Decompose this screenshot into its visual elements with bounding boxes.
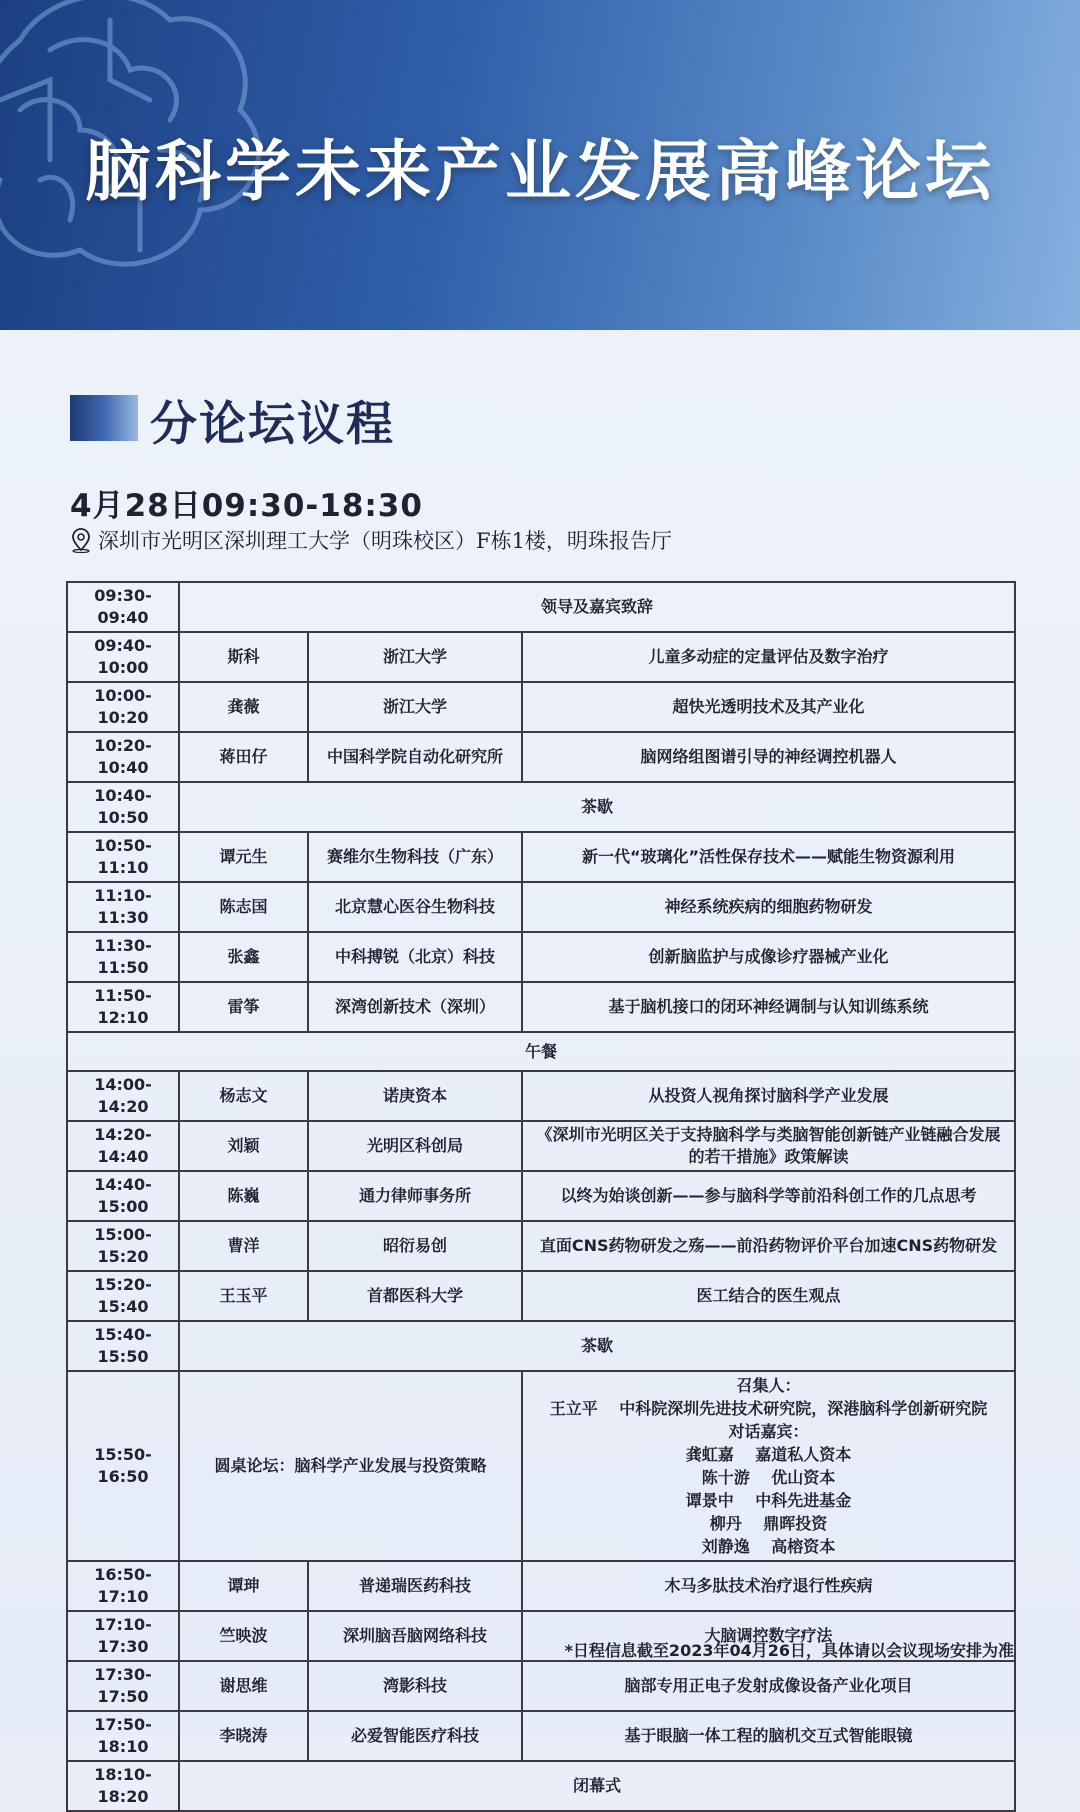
time-cell: 15:40-15:50 (67, 1321, 179, 1371)
topic-cell: 儿童多动症的定量评估及数字治疗 (522, 632, 1015, 682)
speaker-cell: 谭珅 (179, 1561, 308, 1611)
section-accent-bar (70, 395, 138, 441)
time-cell: 14:40-15:00 (67, 1171, 179, 1221)
roundtable-line: 陈十游 优山资本 (701, 1468, 836, 1487)
session-title-cell: 领导及嘉宾致辞 (179, 582, 1015, 632)
organization-cell: 湾影科技 (308, 1661, 522, 1711)
agenda-row (67, 1321, 1015, 1371)
roundtable-line: 柳丹 鼎晖投资 (709, 1514, 828, 1533)
speaker-cell: 曹洋 (179, 1221, 308, 1271)
time-cell: 11:10-11:30 (67, 882, 179, 932)
topic-cell: 以终为始谈创新——参与脑科学等前沿科创工作的几点思考 (522, 1171, 1015, 1221)
organization-cell: 深圳脑吾脑网络科技 (308, 1611, 522, 1661)
topic-cell: 木马多肽技术治疗退行性疾病 (522, 1561, 1015, 1611)
organization-cell: 首都医科大学 (308, 1271, 522, 1321)
topic-cell: 《深圳市光明区关于支持脑科学与类脑智能创新链产业链融合发展的若干措施》政策解读 (522, 1121, 1015, 1171)
organization-cell: 中国科学院自动化研究所 (308, 732, 522, 782)
roundtable-line: 王立平 中科院深圳先进技术研究院，深港脑科学创新研究院 (549, 1399, 988, 1418)
organization-cell: 深湾创新技术（深圳） (308, 982, 522, 1032)
time-cell: 17:30-17:50 (67, 1661, 179, 1711)
roundtable-participants-cell (522, 1371, 1015, 1561)
location-pin-icon (70, 527, 92, 553)
time-cell: 15:00-15:20 (67, 1221, 179, 1271)
organization-cell: 必爱智能医疗科技 (308, 1711, 522, 1761)
time-cell: 14:00-14:20 (67, 1071, 179, 1121)
topic-cell: 大脑调控数字疗法 (522, 1611, 1015, 1661)
time-cell: 17:10-17:30 (67, 1611, 179, 1661)
organization-cell: 北京慧心医谷生物科技 (308, 882, 522, 932)
organization-cell: 通力律师事务所 (308, 1171, 522, 1221)
session-title-cell: 茶歇 (179, 782, 1015, 832)
topic-cell: 医工结合的医生观点 (522, 1271, 1015, 1321)
time-cell: 10:50-11:10 (67, 832, 179, 882)
topic-cell: 新一代“玻璃化”活性保存技术——赋能生物资源利用 (522, 832, 1015, 882)
organization-cell: 中科搏锐（北京）科技 (308, 932, 522, 982)
break-title-cell: 午餐 (67, 1032, 1015, 1071)
organization-cell: 昭衍易创 (308, 1221, 522, 1271)
agenda-row (67, 1271, 1015, 1321)
topic-cell: 直面CNS药物研发之殇——前沿药物评价平台加速CNS药物研发 (522, 1221, 1015, 1271)
roundtable-title-cell: 圆桌论坛：脑科学产业发展与投资策略 (179, 1371, 522, 1561)
agenda-row (67, 1071, 1015, 1121)
agenda-row (67, 1711, 1015, 1761)
agenda-row (67, 1661, 1015, 1711)
topic-cell: 脑部专用正电子发射成像设备产业化项目 (522, 1661, 1015, 1711)
agenda-row (67, 982, 1015, 1032)
organization-cell: 诺庚资本 (308, 1071, 522, 1121)
speaker-cell: 杨志文 (179, 1071, 308, 1121)
roundtable-line: 对话嘉宾： (728, 1422, 809, 1441)
time-cell: 14:20-14:40 (67, 1121, 179, 1171)
speaker-cell: 竺映波 (179, 1611, 308, 1661)
roundtable-line: 刘静逸 高榕资本 (701, 1537, 836, 1556)
venue-line (70, 525, 672, 555)
organization-cell: 浙江大学 (308, 632, 522, 682)
agenda-row (67, 1371, 1015, 1561)
time-cell: 17:50-18:10 (67, 1711, 179, 1761)
roundtable-line: 召集人： (736, 1376, 801, 1395)
speaker-cell: 谭元生 (179, 832, 308, 882)
speaker-cell: 陈巍 (179, 1171, 308, 1221)
topic-cell: 神经系统疾病的细胞药物研发 (522, 882, 1015, 932)
speaker-cell: 李晓涛 (179, 1711, 308, 1761)
agenda-row (67, 1171, 1015, 1221)
organization-cell: 浙江大学 (308, 682, 522, 732)
event-date-time: 4月28日09:30-18:30 (70, 488, 423, 524)
speaker-cell: 谢思维 (179, 1661, 308, 1711)
time-cell: 09:40-10:00 (67, 632, 179, 682)
speaker-cell: 斯科 (179, 632, 308, 682)
topic-cell: 创新脑监护与成像诊疗器械产业化 (522, 932, 1015, 982)
agenda-row (67, 882, 1015, 932)
session-title-cell: 闭幕式 (179, 1761, 1015, 1811)
speaker-cell: 雷筝 (179, 982, 308, 1032)
agenda-row (67, 582, 1015, 632)
agenda-table (66, 581, 1016, 1812)
agenda-row (67, 782, 1015, 832)
time-cell: 15:20-15:40 (67, 1271, 179, 1321)
event-title: 脑科学未来产业发展高峰论坛 (85, 133, 995, 210)
agenda-row (67, 1121, 1015, 1171)
agenda-row (67, 732, 1015, 782)
header-banner (0, 0, 1080, 330)
agenda-row (67, 1761, 1015, 1811)
time-cell: 10:40-10:50 (67, 782, 179, 832)
time-cell: 10:20-10:40 (67, 732, 179, 782)
topic-cell: 超快光透明技术及其产业化 (522, 682, 1015, 732)
time-cell: 11:50-12:10 (67, 982, 179, 1032)
agenda-row (67, 932, 1015, 982)
time-cell: 16:50-17:10 (67, 1561, 179, 1611)
agenda-row (67, 682, 1015, 732)
speaker-cell: 张鑫 (179, 932, 308, 982)
organization-cell: 光明区科创局 (308, 1121, 522, 1171)
topic-cell: 基于眼脑一体工程的脑机交互式智能眼镜 (522, 1711, 1015, 1761)
venue-text: 深圳市光明区深圳理工大学（明珠校区）F栋1楼，明珠报告厅 (98, 529, 672, 553)
agenda-row (67, 1561, 1015, 1611)
topic-cell: 脑网络组图谱引导的神经调控机器人 (522, 732, 1015, 782)
time-cell: 09:30-09:40 (67, 582, 179, 632)
time-cell: 15:50-16:50 (67, 1371, 179, 1561)
speaker-cell: 龚薇 (179, 682, 308, 732)
time-cell: 11:30-11:50 (67, 932, 179, 982)
footnote: *日程信息截至2023年04月26日，具体请以会议现场安排为准 (564, 1641, 1014, 1660)
speaker-cell: 陈志国 (179, 882, 308, 932)
agenda-row (67, 632, 1015, 682)
organization-cell: 普递瑞医药科技 (308, 1561, 522, 1611)
speaker-cell: 刘颖 (179, 1121, 308, 1171)
time-cell: 18:10-18:20 (67, 1761, 179, 1811)
roundtable-line: 谭景中 中科先进基金 (685, 1491, 852, 1510)
time-cell: 10:00-10:20 (67, 682, 179, 732)
session-title-cell: 茶歇 (179, 1321, 1015, 1371)
roundtable-line: 龚虹嘉 嘉道私人资本 (685, 1445, 852, 1464)
agenda-row (67, 1221, 1015, 1271)
agenda-row (67, 832, 1015, 882)
organization-cell: 赛维尔生物科技（广东） (308, 832, 522, 882)
speaker-cell: 王玉平 (179, 1271, 308, 1321)
agenda-row (67, 1032, 1015, 1071)
topic-cell: 从投资人视角探讨脑科学产业发展 (522, 1071, 1015, 1121)
speaker-cell: 蒋田仔 (179, 732, 308, 782)
topic-cell: 基于脑机接口的闭环神经调制与认知训练系统 (522, 982, 1015, 1032)
section-title: 分论坛议程 (150, 397, 395, 452)
